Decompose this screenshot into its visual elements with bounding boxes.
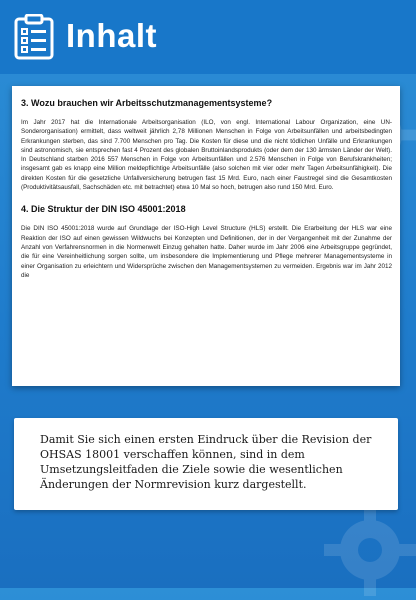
section-3-paragraph: Im Jahr 2017 hat die Internationale Arbeitsorganisation (ILO, von engl. International Labour Organization, eine UN-Sonderorganisation) ermittelt, dass weltweit jährlich 2,78 Millionen Menschen in Folge von Arbeitsunfällen und arbeitsbedingten Erkrankungen sterben, das sind 7.700 Menschen pro Tag. Die Kosten für diese und die nicht tödlichen Unfälle und Erkrankungen sind astronomisch, sie entsprechen fast 4 Prozent des globalen Bruttoinlandsprodukts (oder dem der 130 ärmsten Länder der Welt). In Deutschland starben 2016 557 Menschen in Folge von Arbeitsunfällen und 2.576 Menschen in Folge von Berufskrankheiten; insgesamt gab es knapp eine Million meldepflichtige Arbeitsunfälle (also solchen mit vier oder mehr Tagen Arbeitsunfähigkeit). Die direkten Kosten für die gesetzliche Unfallversicherung betrugen fast 15 Mrd. Euro, nach einer Faustregel sind die Gesamtkosten (Produktivitätsausfall, Sachschäden etc. mit betrachtet) etwa 10 Mal so hoch, betrugen also rund 150 Mrd. Euro. [21, 119, 392, 192]
section-4-heading: 4. Die Struktur der DIN ISO 45001:2018 [21, 204, 186, 215]
checklist-icon [14, 14, 54, 60]
callout-box [14, 418, 398, 510]
gear-icon [320, 500, 416, 600]
section-4-paragraph: Die DIN ISO 45001:2018 wurde auf Grundlage der ISO-High Level Structure (HLS) erstellt. Die Erarbeitung der HLS war eine Reaktion der ISO auf einen gewissen Wildwuchs bei Konzepten und Definitionen, der in der Vergangenheit mit der Zunahme der Anzahl von Verfahrensnormen in die Normenwelt Einzug gehalten hatte. Daher wurde im Jahr 2006 eine Arbeitsgruppe gegründet, die für eine Vereinheitlichung sorgen sollte, um insbesondere die Implementierung und Pflege mehrerer Managementsysteme in einer Organisation zu erleichtern und Widersprüche zwischen den Managementsystemen zu vermeiden. Ergebnis war im Jahr 2012 die [21, 225, 392, 279]
section-3-heading: 3. Wozu brauchen wir Arbeitsschutzmanagementsysteme? [21, 98, 273, 108]
callout-text: Damit Sie sich einen ersten Eindruck über die Revision der OHSAS 18001 verschaffen können, sind in dem Umsetzungsleitfaden die Ziele sowie die wesentlichen Änderungen der Normrevision kurz dargestellt. [40, 433, 372, 491]
page-title: Inhalt [66, 17, 157, 54]
header-bar [0, 0, 416, 74]
document-excerpt [12, 86, 400, 386]
fade-overlay [12, 346, 400, 386]
